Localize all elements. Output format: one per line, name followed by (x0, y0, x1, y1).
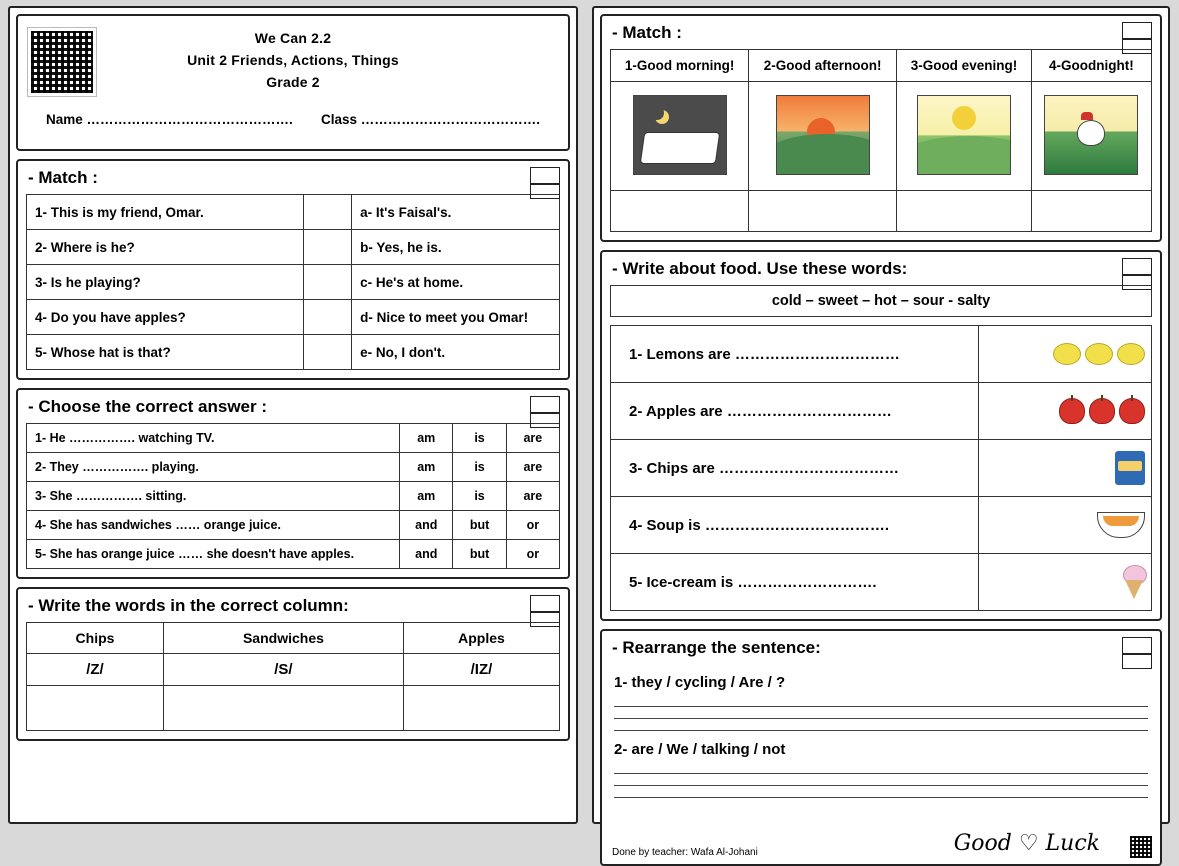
match-1-table (26, 194, 560, 370)
section-title-choose: - Choose the correct answer : (28, 397, 268, 416)
match-1-left-1: 1- This is my friend, Omar. (27, 195, 304, 230)
column-answer-3[interactable] (403, 686, 559, 731)
rooster-morning-icon (1044, 95, 1138, 175)
food-sentence-2[interactable]: 2- Apples are …………………………… (611, 383, 979, 440)
column-symbol-2: /S/ (163, 654, 403, 686)
choose-option-1-b[interactable]: is (453, 424, 506, 453)
section-choose-answer (16, 388, 570, 579)
food-sentence-4[interactable]: 4- Soup is ………………………………. (611, 497, 979, 554)
match-1-right-1: a- It's Faisal's. (352, 195, 560, 230)
qr-code-icon (1130, 836, 1152, 858)
table-row (611, 286, 1152, 317)
column-symbol-3: /IZ/ (403, 654, 559, 686)
mark-box[interactable] (530, 595, 560, 627)
picture-cell-1 (611, 82, 749, 191)
choose-option-3-c[interactable]: are (506, 482, 559, 511)
picture-cell-2 (749, 82, 897, 191)
food-sentence-3[interactable]: 3- Chips are ……………………………… (611, 440, 979, 497)
choose-option-1-a[interactable]: am (400, 424, 453, 453)
mark-box[interactable] (1122, 258, 1152, 290)
choose-option-2-a[interactable]: am (400, 453, 453, 482)
match-2-table (610, 49, 1152, 232)
column-word-1: Chips (27, 623, 164, 654)
table-row (27, 265, 560, 300)
section-write-about-food (600, 250, 1162, 621)
greeting-2: 2-Good afternoon! (749, 50, 897, 82)
worksheet-page-left (8, 6, 578, 824)
match-1-answer-2[interactable] (304, 230, 352, 265)
table-row (27, 195, 560, 230)
choose-option-4-c[interactable]: or (506, 511, 559, 540)
section-title-match-2: - Match : (612, 23, 682, 42)
mark-box[interactable] (1122, 637, 1152, 669)
choose-option-3-a[interactable]: am (400, 482, 453, 511)
bed-night-icon (633, 95, 727, 175)
table-row (611, 554, 1152, 611)
choose-option-3-b[interactable]: is (453, 482, 506, 511)
table-row (611, 440, 1152, 497)
choose-question-4: 4- She has sandwiches …… orange juice. (27, 511, 400, 540)
soup-icon (979, 497, 1152, 554)
match-1-answer-5[interactable] (304, 335, 352, 370)
table-row (27, 511, 560, 540)
match-1-answer-1[interactable] (304, 195, 352, 230)
match-1-right-5: e- No, I don't. (352, 335, 560, 370)
table-row (27, 623, 560, 654)
table-row (611, 191, 1152, 232)
grade-title: Grade 2 (266, 74, 320, 90)
choose-option-5-c[interactable]: or (506, 540, 559, 569)
greeting-3: 3-Good evening! (897, 50, 1032, 82)
table-row (27, 686, 560, 731)
choose-option-5-b[interactable]: but (453, 540, 506, 569)
book-title: We Can 2.2 (254, 30, 332, 46)
mark-box[interactable] (530, 396, 560, 428)
choose-option-4-a[interactable]: and (400, 511, 453, 540)
section-title-match-1: - Match : (28, 168, 98, 187)
match-1-left-2: 2- Where is he? (27, 230, 304, 265)
column-answer-1[interactable] (27, 686, 164, 731)
choose-option-5-a[interactable]: and (400, 540, 453, 569)
section-match-2 (600, 14, 1162, 242)
choose-question-2: 2- They ……………. playing. (27, 453, 400, 482)
column-word-2: Sandwiches (163, 623, 403, 654)
match-1-answer-4[interactable] (304, 300, 352, 335)
teacher-credit: Done by teacher: Wafa Al-Johani (612, 847, 758, 858)
table-row (27, 654, 560, 686)
section-match-1 (16, 159, 570, 380)
choose-option-1-c[interactable]: are (506, 424, 559, 453)
match-1-right-3: c- He's at home. (352, 265, 560, 300)
answer-lines-2[interactable] (614, 762, 1148, 798)
food-table (610, 325, 1152, 611)
section-rearrange (600, 629, 1162, 866)
picture-cell-3 (897, 82, 1032, 191)
greeting-4: 4-Goodnight! (1031, 50, 1151, 82)
good-luck-note: Good ♡ Luck (953, 831, 1100, 856)
choose-table (26, 423, 560, 569)
rearrange-item-2: 2- are / We / talking / not (614, 741, 786, 758)
column-word-3: Apples (403, 623, 559, 654)
table-row (611, 383, 1152, 440)
table-row (611, 497, 1152, 554)
table-row (27, 482, 560, 511)
section-title-columns: - Write the words in the correct column: (28, 596, 349, 615)
match-2-answer-4[interactable] (1031, 191, 1151, 232)
match-1-answer-3[interactable] (304, 265, 352, 300)
match-2-answer-2[interactable] (749, 191, 897, 232)
table-row (27, 230, 560, 265)
food-sentence-5[interactable]: 5- Ice-cream is ………………………. (611, 554, 979, 611)
table-row (27, 335, 560, 370)
mark-box[interactable] (530, 167, 560, 199)
section-word-columns (16, 587, 570, 741)
match-1-right-2: b- Yes, he is. (352, 230, 560, 265)
food-wordbank-table (610, 285, 1152, 317)
name-field-label[interactable]: Name ………………………………………. (46, 112, 293, 127)
mark-box[interactable] (1122, 22, 1152, 54)
choose-option-4-b[interactable]: but (453, 511, 506, 540)
unit-title: Unit 2 Friends, Actions, Things (187, 52, 399, 68)
qr-code-icon (28, 28, 96, 96)
sunset-icon (776, 95, 870, 175)
table-row (611, 82, 1152, 191)
choose-option-2-b[interactable]: is (453, 453, 506, 482)
choose-question-3: 3- She ……………. sitting. (27, 482, 400, 511)
worksheet-header (16, 14, 570, 151)
match-1-right-4: d- Nice to meet you Omar! (352, 300, 560, 335)
food-sentence-1[interactable]: 1- Lemons are …………………………… (611, 326, 979, 383)
food-wordbank: cold – sweet – hot – sour - salty (611, 286, 1152, 317)
table-row (27, 300, 560, 335)
choose-question-5: 5- She has orange juice …… she doesn't have apples. (27, 540, 400, 569)
greeting-1: 1-Good morning! (611, 50, 749, 82)
rearrange-item-1: 1- they / cycling / Are / ? (614, 674, 786, 691)
chips-icon (979, 440, 1152, 497)
column-answer-2[interactable] (163, 686, 403, 731)
table-row (27, 424, 560, 453)
table-row (611, 50, 1152, 82)
lemons-icon (979, 326, 1152, 383)
class-field-label[interactable]: Class …………………………………. (320, 112, 540, 127)
answer-lines-1[interactable] (614, 695, 1148, 731)
match-2-answer-1[interactable] (611, 191, 749, 232)
table-row (611, 326, 1152, 383)
daytime-sun-icon (917, 95, 1011, 175)
section-title-rearrange: - Rearrange the sentence: (612, 638, 821, 657)
table-row (27, 540, 560, 569)
section-title-food: - Write about food. Use these words: (612, 259, 908, 278)
column-symbol-1: /Z/ (27, 654, 164, 686)
table-row (27, 453, 560, 482)
picture-cell-4 (1031, 82, 1151, 191)
worksheet-page-right (592, 6, 1170, 858)
choose-option-2-c[interactable]: are (506, 453, 559, 482)
ice-cream-icon (979, 554, 1152, 611)
match-1-left-3: 3- Is he playing? (27, 265, 304, 300)
match-1-left-4: 4- Do you have apples? (27, 300, 304, 335)
apples-icon (979, 383, 1152, 440)
choose-question-1: 1- He ……………. watching TV. (27, 424, 400, 453)
match-2-answer-3[interactable] (897, 191, 1032, 232)
match-1-left-5: 5- Whose hat is that? (27, 335, 304, 370)
columns-table (26, 622, 560, 731)
